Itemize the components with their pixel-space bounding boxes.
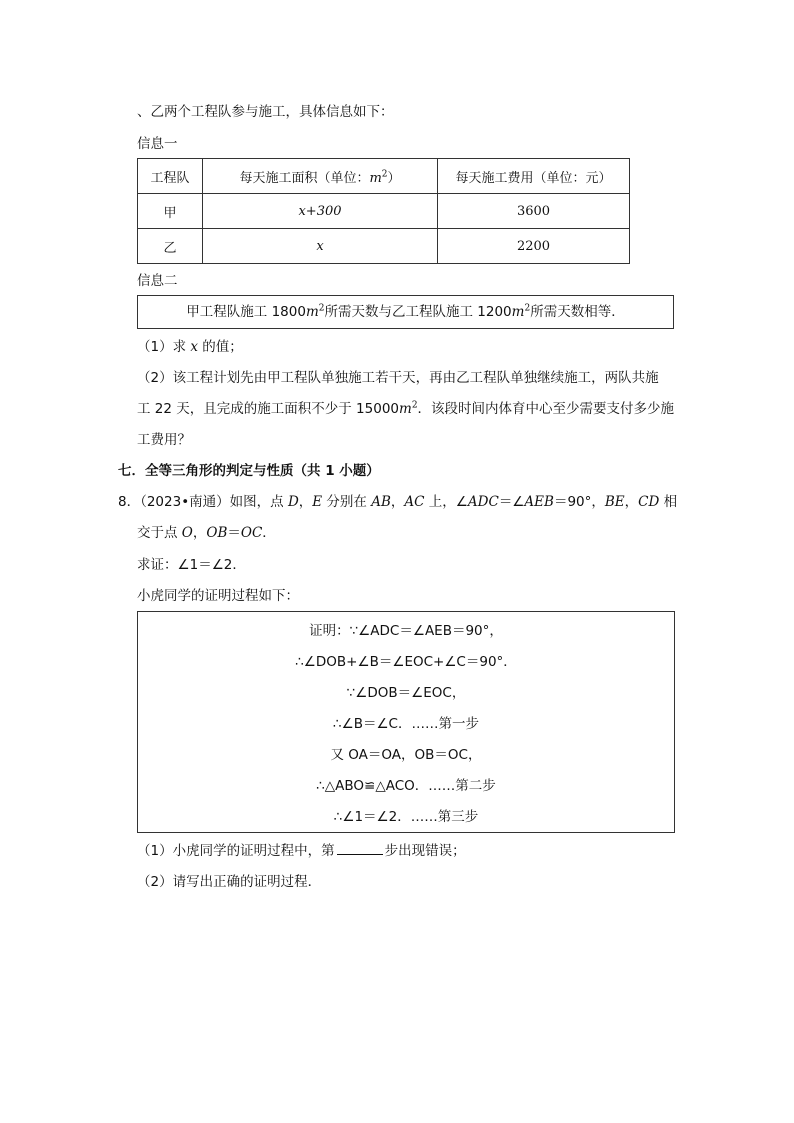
proof-line: ∴∠1＝∠2．……第三步	[333, 809, 479, 825]
question-part2-line3: 工费用？	[137, 432, 191, 448]
info2-box: 甲工程队施工 $1800m^2$所需天数与乙工程队施工 $1200m^2$所需天数相等．	[137, 295, 674, 329]
table-row	[138, 194, 630, 229]
proof-line: 证明：∵∠ADC＝∠AEB＝90°，	[309, 623, 503, 639]
info1-label: 信息一	[137, 136, 178, 152]
table-cell: x+300	[203, 194, 438, 229]
q8-line1: 8．（2023•南通）如图，点 D，E 分别在 AB，AC 上，∠ADC＝∠AEB＝90°，BE，CD 相	[118, 494, 678, 510]
question-part2-line2: 工 22 天，且完成的施工面积不少于 $15000m^2$．该段时间内体育中心至少需要支付多少施	[137, 400, 675, 417]
proof-line: ∵∠DOB＝∠EOC，	[346, 685, 466, 701]
q8-proof-intro: 小虎同学的证明过程如下：	[137, 588, 299, 604]
intro-text: 、乙两个工程队参与施工，具体信息如下：	[137, 104, 394, 120]
q8-line2: 交于点 O，OB＝OC．	[137, 525, 276, 541]
info2-label: 信息二	[137, 273, 178, 289]
question-part1: （1）求 x 的值；	[137, 339, 243, 355]
table-header-cell: 每天施工费用（单位：元）	[438, 159, 630, 194]
table-cell: 甲	[138, 194, 203, 229]
proof-line: ∴∠B＝∠C．……第一步	[333, 716, 479, 732]
q8-sub2: （2）请写出正确的证明过程．	[137, 874, 322, 890]
table-cell: x	[203, 229, 438, 264]
table-header-cell: 工程队	[138, 159, 203, 194]
table-cell: 2200	[438, 229, 630, 264]
proof-line: ∴△ABO≌△ACO．……第二步	[316, 778, 496, 794]
proof-box	[137, 611, 675, 833]
question-part2-line1: （2）该工程计划先由甲工程队单独施工若干天，再由乙工程队单独继续施工，两队共施	[137, 370, 659, 386]
table-header-row	[138, 159, 630, 194]
q8-prove: 求证：∠1＝∠2．	[137, 557, 246, 573]
table-row	[138, 229, 630, 264]
table-cell: 乙	[138, 229, 203, 264]
section-heading: 七．全等三角形的判定与性质（共 1 小题）	[118, 463, 380, 479]
info-table	[137, 158, 630, 264]
proof-line: ∴∠DOB+∠B＝∠EOC+∠C＝90°．	[295, 654, 517, 670]
q8-sub1: （1）小虎同学的证明过程中，第 步出现错误；	[137, 840, 466, 861]
proof-line: 又 OA＝OA，OB＝OC，	[330, 747, 482, 763]
table-header-cell: 每天施工面积（单位：$m^2$）	[203, 159, 438, 194]
table-cell: 3600	[438, 194, 630, 229]
answer-blank[interactable]	[337, 840, 383, 855]
